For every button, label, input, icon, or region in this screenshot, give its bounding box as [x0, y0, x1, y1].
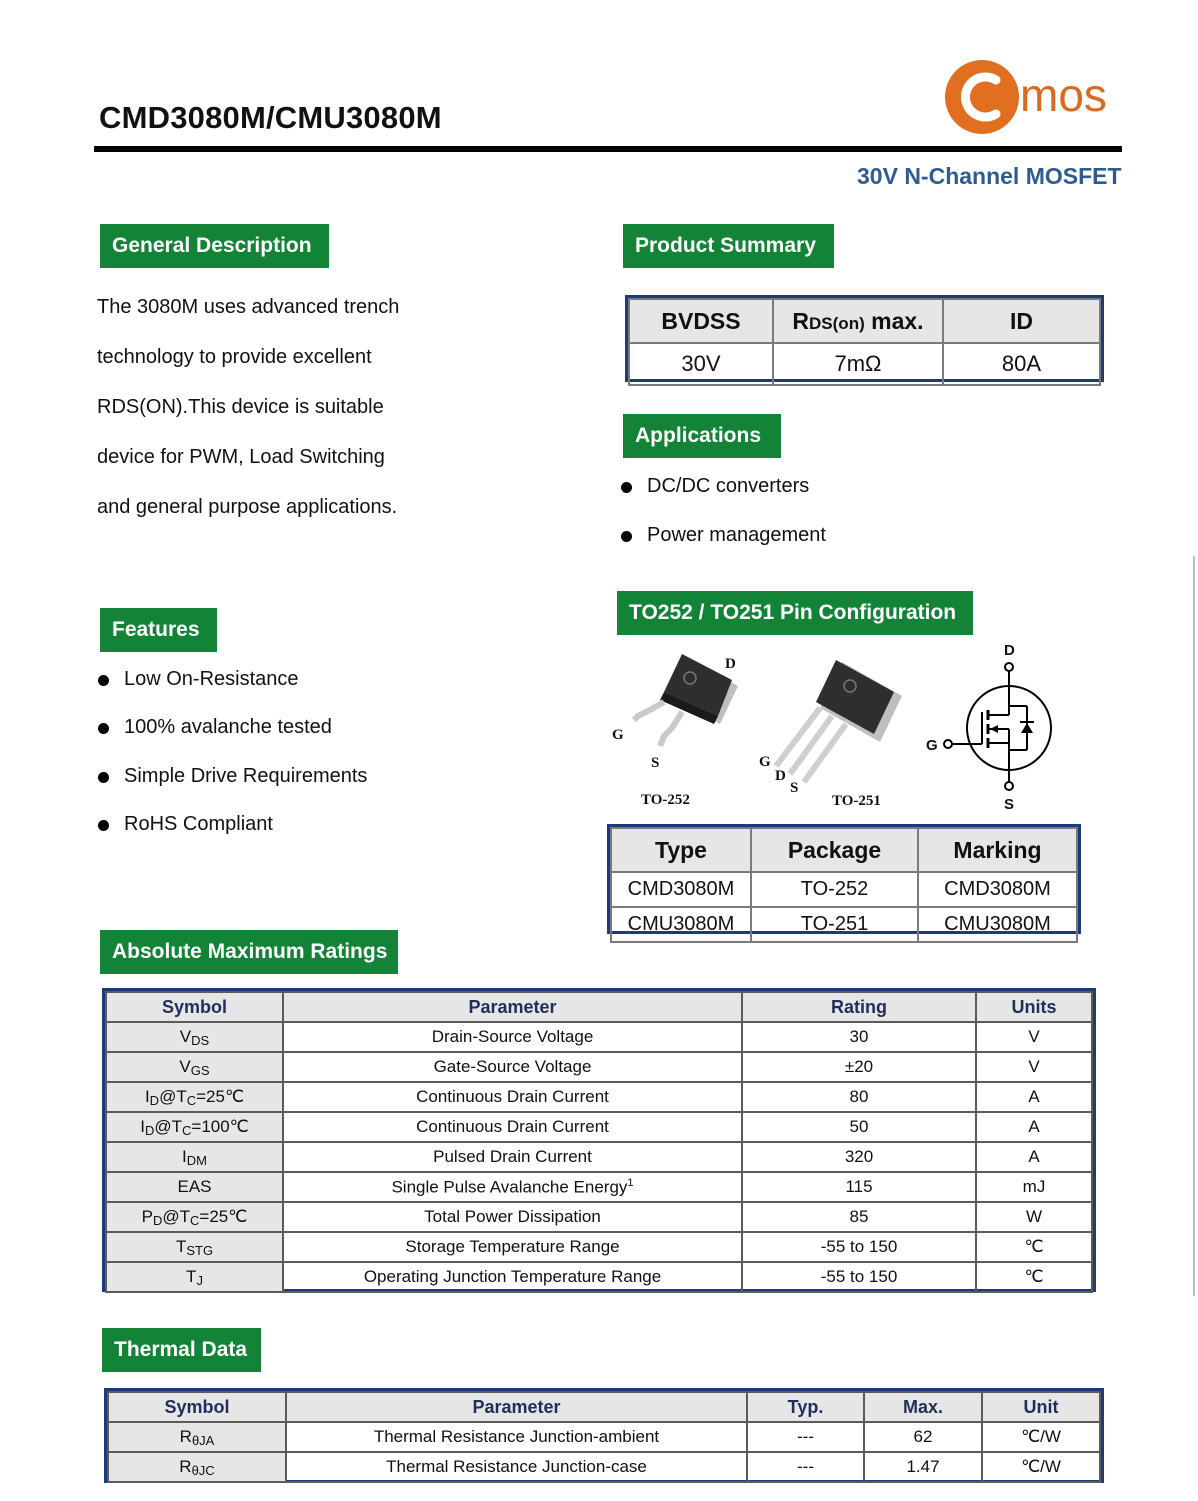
parameter-cell: Operating Junction Temperature Range [283, 1262, 742, 1292]
symbol-cell: $P_D@T_C=25℃$ [106, 1202, 283, 1232]
to251-pin-s-label: S [790, 780, 799, 796]
amr-header-symbol: Symbol [106, 992, 283, 1022]
product-summary-table [625, 295, 1104, 382]
to252-pin-g-label: G [612, 727, 624, 743]
symbol-cell: $R_{\theta JC}$ [108, 1452, 286, 1482]
parameter-cell: Single Pulse Avalanche Energy$^1$ [283, 1172, 742, 1202]
unit-cell: mJ [976, 1172, 1092, 1202]
amr-header-rating: Rating [742, 992, 976, 1022]
to251-pin-g-label: G [759, 754, 771, 770]
symbol-cell: $V_{DS}$ [106, 1022, 283, 1052]
rating-cell: 115 [742, 1172, 976, 1202]
symbol-cell: $T_{STG}$ [106, 1232, 283, 1262]
ps-value-rds: 7mΩ [773, 343, 943, 385]
unit-cell: A [976, 1142, 1092, 1172]
description-line: device for PWM, Load Switching [97, 446, 385, 468]
rating-cell: 85 [742, 1202, 976, 1232]
rating-cell: 320 [742, 1142, 976, 1172]
ps-value-id: 80A [943, 343, 1100, 385]
unit-cell: V [976, 1052, 1092, 1082]
symbol-cell: $I_D@T_C=25℃$ [106, 1082, 283, 1112]
bullet-icon [98, 723, 109, 734]
datasheet-title: CMD3080M/CMU3080M [99, 100, 442, 135]
parameter-cell: Drain-Source Voltage [283, 1022, 742, 1052]
symbol-cell: EAS [106, 1172, 283, 1202]
table-row [106, 1262, 1092, 1292]
to252-pin-d-label: D [725, 656, 736, 672]
header-rule [94, 146, 1122, 152]
package-marking-table [607, 824, 1081, 934]
symbol-cell: $T_J$ [106, 1262, 283, 1292]
datasheet-subtitle: 30V N-Channel MOSFET [857, 163, 1122, 189]
table-row [106, 1052, 1092, 1082]
table-row [108, 1452, 1100, 1482]
bullet-icon [621, 531, 632, 542]
typ-cell: --- [747, 1452, 864, 1482]
table-row [108, 1422, 1100, 1452]
page-edge-line [1193, 556, 1195, 1296]
tp-header-package: Package [751, 828, 918, 872]
parameter-cell: Continuous Drain Current [283, 1082, 742, 1112]
ps-header-id: ID [943, 299, 1100, 343]
tp-header-marking: Marking [918, 828, 1077, 872]
logo-text: mos [1020, 69, 1107, 121]
table-row: CMD3080M TO-252 CMD3080M [611, 872, 1077, 907]
to251-package-icon [770, 656, 910, 786]
bullet-icon [98, 820, 109, 831]
table-row [106, 1202, 1092, 1232]
tp-header-type: Type [611, 828, 751, 872]
amr-header-units: Units [976, 992, 1092, 1022]
description-line: technology to provide excellent [97, 346, 372, 368]
unit-cell: ℃/W [982, 1452, 1100, 1482]
rating-cell: ±20 [742, 1052, 976, 1082]
symbol-cell: $R_{\theta JA}$ [108, 1422, 286, 1452]
symbol-pin-d-label: D [1004, 642, 1015, 659]
ps-header-bvdss: BVDSS [629, 299, 773, 343]
absolute-maximum-heading: Absolute Maximum Ratings [100, 930, 398, 974]
symbol-pin-g-label: G [926, 737, 938, 754]
parameter-cell: Thermal Resistance Junction-case [286, 1452, 747, 1482]
thermal-data-table [104, 1388, 1104, 1483]
description-line: and general purpose applications. [97, 496, 398, 518]
to252-package-icon [620, 650, 760, 760]
table-row [106, 1082, 1092, 1112]
bullet-icon [98, 772, 109, 783]
to251-label: TO-251 [832, 793, 881, 809]
parameter-cell: Gate-Source Voltage [283, 1052, 742, 1082]
table-row [106, 1142, 1092, 1172]
ps-value-bvdss: 30V [629, 343, 773, 385]
parameter-cell: Pulsed Drain Current [283, 1142, 742, 1172]
to252-label: TO-252 [641, 792, 690, 808]
th-header-max: Max. [864, 1392, 982, 1422]
table-row: CMU3080M TO-251 CMU3080M [611, 907, 1077, 942]
max-cell: 1.47 [864, 1452, 982, 1482]
pin-config-heading: TO252 / TO251 Pin Configuration [617, 591, 973, 635]
typ-cell: --- [747, 1422, 864, 1452]
parameter-cell: Continuous Drain Current [283, 1112, 742, 1142]
thermal-data-heading: Thermal Data [102, 1328, 261, 1372]
unit-cell: A [976, 1112, 1092, 1142]
absolute-maximum-table [102, 988, 1096, 1292]
rating-cell: 80 [742, 1082, 976, 1112]
max-cell: 62 [864, 1422, 982, 1452]
parameter-cell: Storage Temperature Range [283, 1232, 742, 1262]
th-header-typ: Typ. [747, 1392, 864, 1422]
features-heading: Features [100, 608, 217, 652]
symbol-cell: $V_{GS}$ [106, 1052, 283, 1082]
rating-cell: 30 [742, 1022, 976, 1052]
unit-cell: ℃ [976, 1232, 1092, 1262]
th-header-symbol: Symbol [108, 1392, 286, 1422]
symbol-cell: $I_{DM}$ [106, 1142, 283, 1172]
mosfet-symbol-icon [930, 640, 1060, 820]
unit-cell: ℃/W [982, 1422, 1100, 1452]
bullet-icon [98, 675, 109, 686]
amr-header-parameter: Parameter [283, 992, 742, 1022]
unit-cell: ℃ [976, 1262, 1092, 1292]
table-row [106, 1232, 1092, 1262]
symbol-cell: $I_D@T_C=100℃$ [106, 1112, 283, 1142]
rating-cell: -55 to 150 [742, 1262, 976, 1292]
unit-cell: W [976, 1202, 1092, 1232]
applications-heading: Applications [623, 414, 781, 458]
parameter-cell: Thermal Resistance Junction-ambient [286, 1422, 747, 1452]
bullet-icon [621, 482, 632, 493]
unit-cell: A [976, 1082, 1092, 1112]
cmos-logo [942, 56, 1122, 140]
product-summary-heading: Product Summary [623, 224, 834, 268]
description-line: The 3080M uses advanced trench [97, 296, 400, 318]
general-description-text [97, 282, 567, 532]
unit-cell: V [976, 1022, 1092, 1052]
parameter-cell: Total Power Dissipation [283, 1202, 742, 1232]
cmos-logo-mark-icon [942, 56, 1026, 140]
table-row [106, 1022, 1092, 1052]
description-line: RDS(ON).This device is suitable [97, 396, 384, 418]
table-row [106, 1112, 1092, 1142]
table-row [106, 1172, 1092, 1202]
to251-pin-d-label: D [775, 768, 786, 784]
to252-pin-s-label: S [651, 755, 660, 771]
general-description-heading: General Description [100, 224, 329, 268]
rating-cell: -55 to 150 [742, 1232, 976, 1262]
ps-header-rds: RDS(on) max. [773, 299, 943, 343]
th-header-unit: Unit [982, 1392, 1100, 1422]
th-header-parameter: Parameter [286, 1392, 747, 1422]
rating-cell: 50 [742, 1112, 976, 1142]
symbol-pin-s-label: S [1004, 796, 1015, 813]
